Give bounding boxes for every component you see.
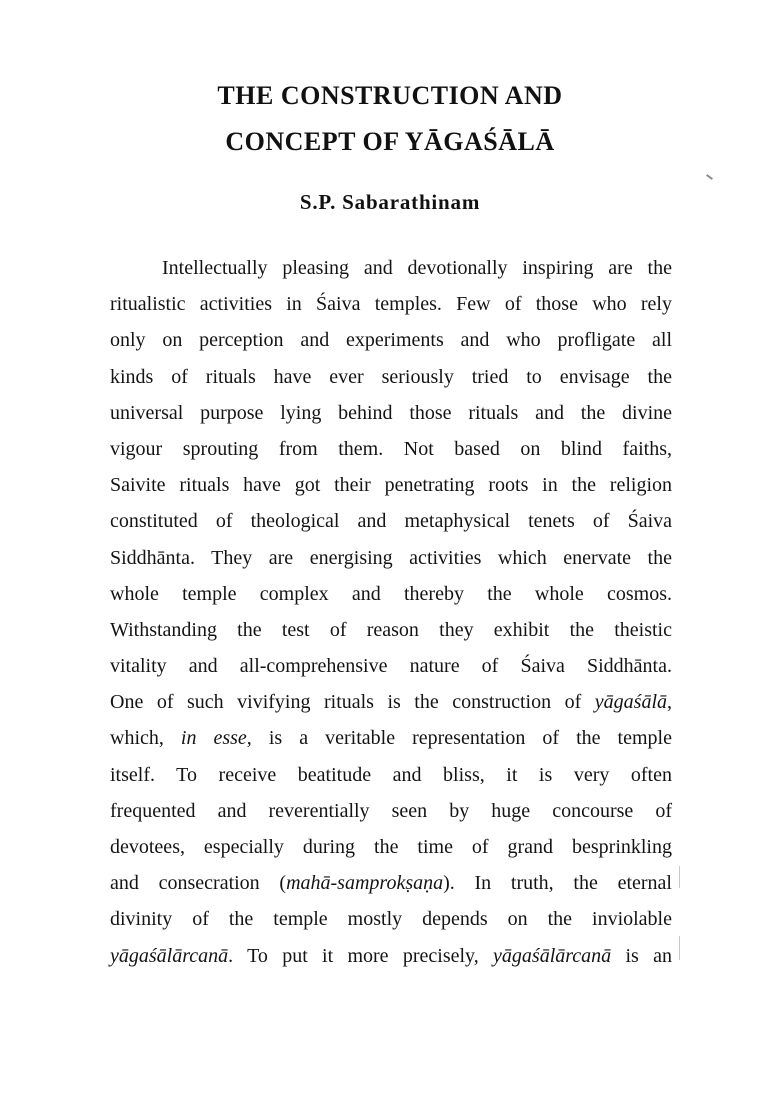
scan-edge-mark — [679, 936, 680, 960]
text-line: Intellectually pleasing and devotionally inspiring are the — [162, 257, 672, 279]
text-line — [110, 865, 672, 901]
text-line — [110, 720, 672, 756]
text-run: is an — [611, 944, 672, 967]
scan-edge-mark — [679, 866, 680, 888]
italic-term: yāgaśālārcanā — [493, 944, 612, 967]
text-line: only on perception and experiments and who profligate all — [110, 329, 672, 352]
text-run: is a veritable representation of the temple — [251, 727, 672, 750]
text-run: ). In truth, the eternal — [443, 872, 672, 895]
italic-term: in esse, — [180, 727, 252, 750]
text-line: ritualistic activities in Śaiva temples. Few of those who rely — [110, 293, 672, 316]
italic-term: yāgaśālā — [594, 691, 667, 714]
text-run: and consecration ( — [110, 872, 287, 895]
text-line: Siddhānta. They are energising activities which enervate the — [110, 546, 672, 569]
text-line: Withstanding the test of reason they exhibit the theistic — [110, 618, 672, 641]
text-run: , — [667, 691, 672, 714]
text-line: divinity of the temple mostly depends on the inviolable — [110, 908, 672, 931]
body-paragraph — [110, 250, 672, 974]
text-run: One of such vivifying rituals is the construction of — [110, 691, 595, 714]
text-line: universal purpose lying behind those rituals and the divine — [110, 401, 672, 424]
author-name: S.P. Sabarathinam — [299, 190, 481, 214]
text-line: kinds of rituals have ever seriously tried to envisage the — [110, 365, 672, 388]
italic-term: yāgaśālārcanā — [110, 944, 229, 967]
italic-term: mahā-samprokṣaṇa — [286, 872, 444, 895]
text-line — [110, 684, 672, 720]
text-line: vitality and all-comprehensive nature of Śaiva Siddhānta. — [110, 655, 672, 678]
text-line: devotees, especially during the time of grand besprinkling — [110, 836, 672, 858]
text-run: . To put it more precisely, — [228, 944, 494, 967]
scan-speck — [706, 174, 713, 180]
page-title-line-1: THE CONSTRUCTION AND — [217, 81, 563, 110]
text-line: whole temple complex and thereby the whole cosmos. — [110, 582, 672, 605]
text-line: constituted of theological and metaphysical tenets of Śaiva — [110, 510, 672, 533]
text-line — [110, 938, 672, 974]
text-line: vigour sprouting from them. Not based on blind faiths, — [110, 437, 672, 460]
page-title-line-2: CONCEPT OF YĀGAŚĀLĀ — [225, 127, 555, 156]
text-line: frequented and reverentially seen by huge concourse of — [110, 799, 672, 822]
text-line: Saivite rituals have got their penetrating roots in the religion — [110, 474, 672, 497]
text-line: itself. To receive beatitude and bliss, it is very often — [110, 763, 672, 786]
text-run: which, — [110, 727, 181, 750]
